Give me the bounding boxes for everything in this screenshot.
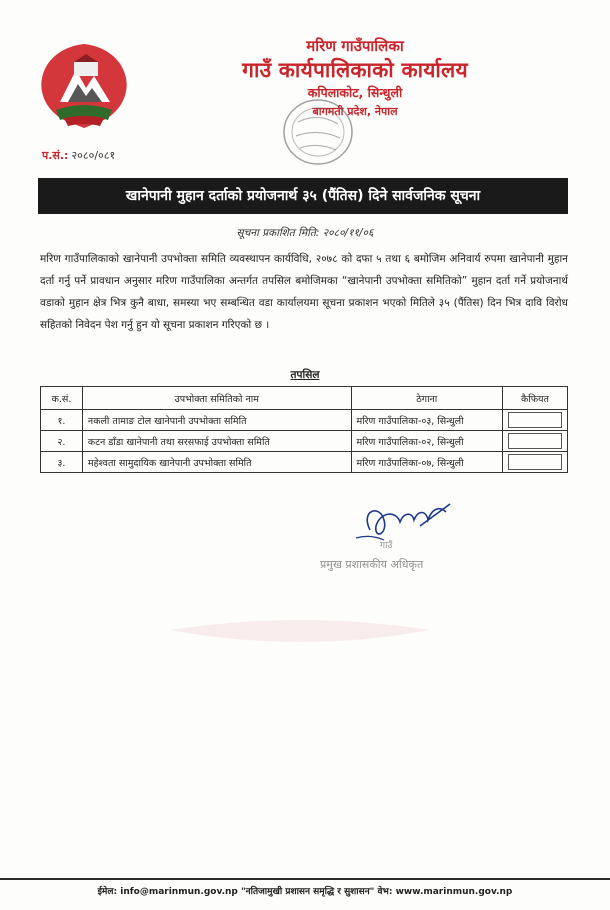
committee-table	[40, 386, 568, 473]
cell-sn: १.	[41, 410, 83, 431]
remarks-box	[508, 433, 562, 449]
signature-designation: प्रमुख प्रशासकीय अधिकृत	[320, 558, 424, 571]
office-title: गाउँ कार्यपालिकाको कार्यालय	[242, 58, 468, 82]
cell-address: मरिण गाउँपालिका-०३, सिन्धुली	[351, 410, 502, 431]
remarks-box	[508, 454, 562, 470]
svg-text:गाउँ: गाउँ	[380, 541, 393, 551]
column-header-sn: क.सं.	[41, 387, 83, 410]
table-row	[41, 431, 568, 452]
table-row	[41, 452, 568, 473]
column-header-remarks: कैफियत	[502, 387, 567, 410]
reference-label: प.सं.:	[42, 149, 69, 162]
cell-address: मरिण गाउँपालिका-०७, सिन्धुली	[351, 452, 502, 473]
schedule-title: तपसिल	[290, 369, 320, 381]
cell-remarks	[502, 431, 567, 452]
footer-contact: ईमेल: info@marinmun.gov.np "नतिजामुखी प्रशासन समृद्धि र सुशासन" वेभ: www.marinmun.gov.np	[97, 887, 513, 897]
office-location: कपिलाकोट, सिन्धुली	[307, 85, 403, 100]
column-header-address: ठेगाना	[351, 387, 502, 410]
municipality-name: मरिण गाउँपालिका	[306, 37, 404, 55]
cell-name: महेश्वता सामुदायिक खानेपानी उपभोक्ता समिति	[82, 452, 351, 473]
remarks-box	[508, 412, 562, 428]
notice-body: मरिण गाउँपालिकाको खानेपानी उपभोक्ता समिति व्यवस्थापन कार्यविधि, २०७८ को दफा ५ तथा ६ बमोजिम अनिवार्य रुपमा खानेपानी मुहान दर्ता गर्नु पर्ने प्रावधान अनुसार मरिण गाउँपालिका अन्तर्गत तपसिल बमोजिमका “खानेपानी उपभोक्ता समितिको” मुहान दर्ता गर्ने प्रयोजनार्थ वडाको मुहान क्षेत्र भित्र कुनै बाधा, समस्या भए सम्बन्धित वडा कार्यालयमा सूचना प्रकाशन भएको मितिले ३५ (पैंतिस) दिन भित्र दावि विरोध सहितको निवेदन पेश गर्नु हुन यो सूचना प्रकाशन गरिएको छ ।	[40, 253, 568, 331]
footer-divider	[0, 878, 610, 880]
reference-number	[42, 148, 115, 163]
reference-value: २०८०/०८१	[71, 149, 116, 162]
table-header-row	[41, 387, 568, 410]
cell-name: नकली तामाङ टोल खानेपानी उपभोक्ता समिति	[82, 410, 351, 431]
office-seal-stamp	[268, 92, 368, 170]
cell-address: मरिण गाउँपालिका-०२, सिन्धुली	[351, 431, 502, 452]
cell-remarks	[502, 452, 567, 473]
cell-sn: ३.	[41, 452, 83, 473]
notice-title: खानेपानी मुहान दर्ताको प्रयोजनार्थ ३५ (पैंतिस) दिने सार्वजनिक सूचना	[125, 188, 481, 204]
cell-remarks	[502, 410, 567, 431]
published-date: सूचना प्रकाशित मिति: २०८०/११/०६	[236, 227, 374, 239]
notice-title-banner	[38, 178, 568, 214]
nepal-emblem-icon	[34, 40, 134, 132]
cell-name: कटन डाँडा खानेपानी तथा सरसफाई उपभोक्ता समिति	[82, 431, 351, 452]
watermark	[0, 600, 610, 660]
column-header-name: उपभोक्ता समितिको नाम	[82, 387, 351, 410]
cell-sn: २.	[41, 431, 83, 452]
office-province: बागमती प्रदेश, नेपाल	[312, 105, 398, 118]
table-row	[41, 410, 568, 431]
signature-block	[300, 490, 480, 590]
